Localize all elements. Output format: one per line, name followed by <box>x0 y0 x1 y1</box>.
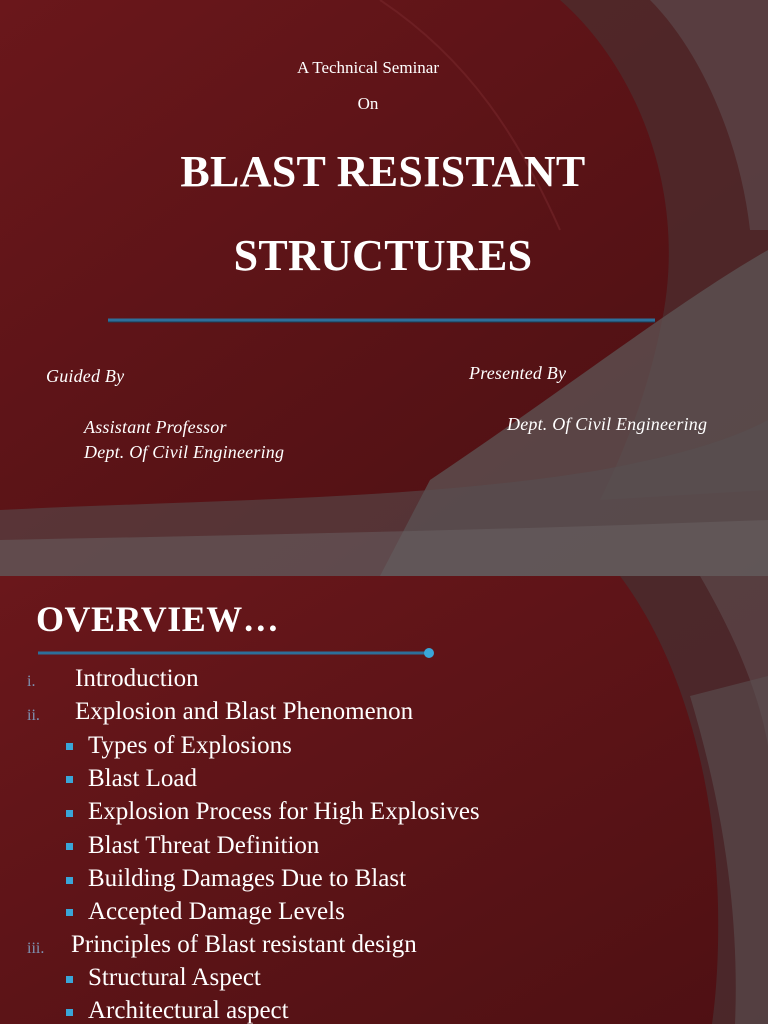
bullet-icon <box>66 909 73 916</box>
seminar-kicker: A Technical Seminar <box>296 58 439 77</box>
bullet-icon <box>66 877 73 884</box>
bullet-icon <box>66 776 73 783</box>
bullet-icon <box>66 843 73 850</box>
guide-designation: Assistant Professor <box>84 417 227 437</box>
slide-title-line2: STRUCTURES <box>233 231 533 280</box>
list-item: Building Damages Due to Blast <box>88 865 407 892</box>
list-item: Explosion Process for High Explosives <box>88 798 480 825</box>
list-item: Introduction <box>75 665 199 692</box>
seminar-kicker-on: On <box>357 94 379 113</box>
overview-title: OVERVIEW… <box>36 599 280 639</box>
bullet-icon <box>66 1009 73 1016</box>
list-item: Types of Explosions <box>88 732 292 759</box>
list-item: Principles of Blast resistant design <box>71 931 417 958</box>
list-marker: ii. <box>27 707 40 724</box>
presenter-department: Dept. Of Civil Engineering <box>507 414 708 434</box>
list-item: Structural Aspect <box>88 964 261 991</box>
list-item: Architectural aspect <box>88 997 289 1024</box>
bullet-icon <box>66 976 73 983</box>
list-item: Accepted Damage Levels <box>88 898 345 925</box>
bullet-icon <box>66 810 73 817</box>
list-marker: iii. <box>27 940 45 957</box>
slide-title-line1: BLAST RESISTANT <box>180 147 586 196</box>
guided-by-heading: Guided By <box>46 366 125 386</box>
bullet-icon <box>66 743 73 750</box>
guide-department: Dept. Of Civil Engineering <box>84 442 285 462</box>
list-marker: i. <box>27 673 36 690</box>
presented-by-heading: Presented By <box>469 363 567 383</box>
list-item: Explosion and Blast Phenomenon <box>75 698 414 725</box>
overview-slide <box>0 576 768 1024</box>
list-item: Blast Threat Definition <box>88 832 320 859</box>
list-item: Blast Load <box>88 765 198 792</box>
